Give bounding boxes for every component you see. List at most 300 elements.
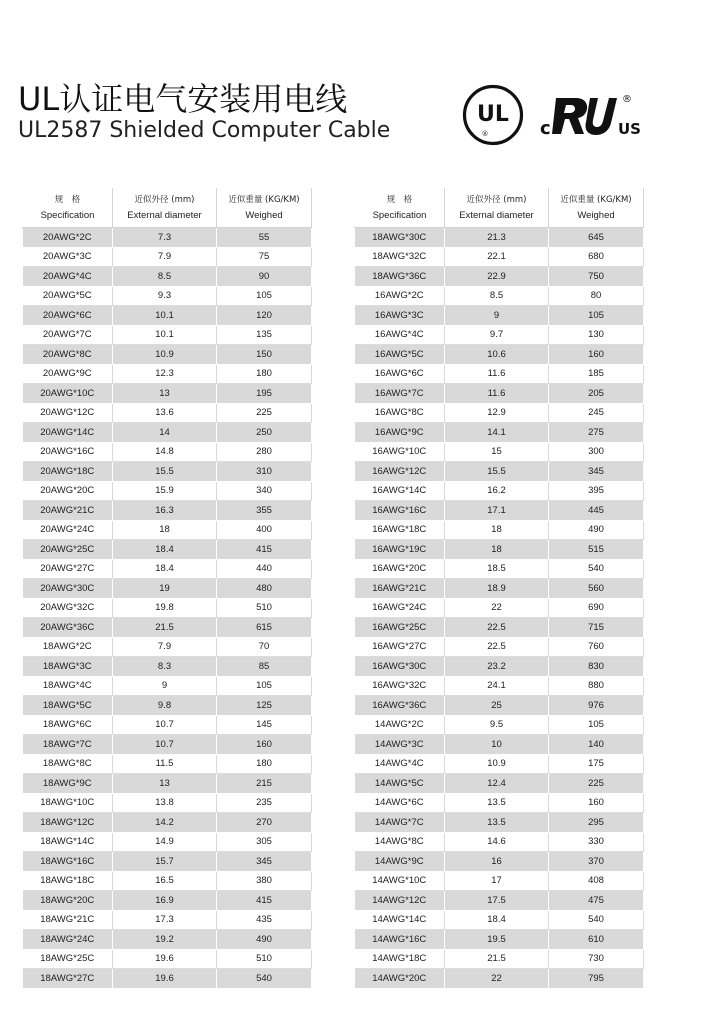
cell-specification: 16AWG*8C: [355, 403, 445, 423]
table-row: [355, 949, 644, 969]
cell-diameter: 11.5: [113, 754, 217, 774]
table-row: [23, 715, 312, 735]
cell-diameter: 22.9: [445, 267, 549, 287]
cell-weight: 880: [549, 676, 644, 696]
table-row: [355, 325, 644, 345]
table-row: [23, 930, 312, 950]
cell-diameter: 21.3: [445, 228, 549, 248]
cell-weight: 180: [217, 364, 312, 384]
cell-diameter: 18.4: [113, 540, 217, 560]
cell-weight: 195: [217, 384, 312, 404]
column-header-en: Specification: [372, 209, 427, 221]
cell-diameter: 18.4: [445, 910, 549, 930]
cell-diameter: 21.5: [113, 618, 217, 638]
cell-weight: 510: [217, 949, 312, 969]
table-row: [23, 306, 312, 326]
cell-diameter: 19: [113, 579, 217, 599]
column-header-en: Specification: [40, 209, 95, 221]
cell-specification: 16AWG*18C: [355, 520, 445, 540]
table-row: [23, 852, 312, 872]
cell-weight: 480: [217, 579, 312, 599]
cell-specification: 20AWG*16C: [23, 442, 113, 462]
cell-specification: 20AWG*9C: [23, 364, 113, 384]
cell-diameter: 14.1: [445, 423, 549, 443]
column-header-en: Weighed: [577, 209, 615, 221]
cell-specification: 18AWG*10C: [23, 793, 113, 813]
cell-weight: 245: [549, 403, 644, 423]
cell-diameter: 9: [113, 676, 217, 696]
cell-diameter: 11.6: [445, 364, 549, 384]
table-row: [355, 364, 644, 384]
table-row: [23, 676, 312, 696]
cell-weight: 830: [549, 657, 644, 677]
cru-logo-reg-mark: ®: [622, 94, 632, 105]
cell-weight: 370: [549, 852, 644, 872]
cell-diameter: 14.9: [113, 832, 217, 852]
table-row: [355, 696, 644, 716]
cell-specification: 18AWG*18C: [23, 871, 113, 891]
table-row: [355, 637, 644, 657]
column-header-cn: 近似重量 (KG/KM): [560, 194, 632, 205]
cell-diameter: 22.5: [445, 618, 549, 638]
cell-diameter: 14: [113, 423, 217, 443]
cell-diameter: 25: [445, 696, 549, 716]
cell-diameter: 22.5: [445, 637, 549, 657]
cell-specification: 18AWG*20C: [23, 891, 113, 911]
column-header-diameter: [445, 188, 549, 228]
cell-specification: 16AWG*12C: [355, 462, 445, 482]
cell-diameter: 10.1: [113, 325, 217, 345]
cell-diameter: 21.5: [445, 949, 549, 969]
table-row: [23, 598, 312, 618]
cell-diameter: 16.9: [113, 891, 217, 911]
cell-diameter: 7.3: [113, 228, 217, 248]
cell-weight: 160: [549, 793, 644, 813]
cell-specification: 16AWG*9C: [355, 423, 445, 443]
cell-diameter: 22: [445, 969, 549, 989]
cell-weight: 300: [549, 442, 644, 462]
table-header-row: [23, 188, 312, 228]
cell-diameter: 8.5: [445, 286, 549, 306]
cell-specification: 14AWG*20C: [355, 969, 445, 989]
cell-diameter: 15: [445, 442, 549, 462]
cell-weight: 435: [217, 910, 312, 930]
cell-weight: 690: [549, 598, 644, 618]
cell-weight: 225: [549, 774, 644, 794]
cell-weight: 305: [217, 832, 312, 852]
table-row: [355, 228, 644, 248]
cell-diameter: 10.9: [445, 754, 549, 774]
cell-specification: 14AWG*14C: [355, 910, 445, 930]
cell-specification: 16AWG*14C: [355, 481, 445, 501]
cell-diameter: 18.5: [445, 559, 549, 579]
table-row: [355, 423, 644, 443]
table-row: [23, 540, 312, 560]
cell-weight: 185: [549, 364, 644, 384]
cell-specification: 16AWG*21C: [355, 579, 445, 599]
cell-weight: 225: [217, 403, 312, 423]
cell-diameter: 10.7: [113, 735, 217, 755]
cell-weight: 645: [549, 228, 644, 248]
cell-weight: 976: [549, 696, 644, 716]
table-row: [355, 832, 644, 852]
cell-diameter: 13.5: [445, 793, 549, 813]
cru-logo-c: c: [540, 118, 551, 139]
cell-specification: 18AWG*2C: [23, 637, 113, 657]
table-row: [23, 832, 312, 852]
table-row: [355, 306, 644, 326]
cell-specification: 20AWG*5C: [23, 286, 113, 306]
cell-weight: 345: [217, 852, 312, 872]
table-row: [23, 618, 312, 638]
cell-weight: 205: [549, 384, 644, 404]
cell-weight: 80: [549, 286, 644, 306]
cell-diameter: 10.7: [113, 715, 217, 735]
table-row: [355, 579, 644, 599]
table-row: [355, 871, 644, 891]
cell-diameter: 24.1: [445, 676, 549, 696]
cell-specification: 16AWG*30C: [355, 657, 445, 677]
cell-weight: 105: [217, 676, 312, 696]
cell-diameter: 17.3: [113, 910, 217, 930]
table-row: [355, 462, 644, 482]
cell-weight: 408: [549, 871, 644, 891]
ul-logo-reg-mark: ®: [481, 130, 489, 138]
cell-diameter: 19.5: [445, 930, 549, 950]
cell-weight: 330: [549, 832, 644, 852]
cell-weight: 560: [549, 579, 644, 599]
cell-diameter: 13.8: [113, 793, 217, 813]
cell-weight: 180: [217, 754, 312, 774]
cell-specification: 20AWG*32C: [23, 598, 113, 618]
cell-weight: 540: [217, 969, 312, 989]
cell-diameter: 18.9: [445, 579, 549, 599]
cell-specification: 18AWG*25C: [23, 949, 113, 969]
cell-specification: 18AWG*9C: [23, 774, 113, 794]
table-row: [23, 345, 312, 365]
table-row: [23, 735, 312, 755]
cell-weight: 105: [549, 306, 644, 326]
cell-specification: 18AWG*4C: [23, 676, 113, 696]
table-row: [23, 520, 312, 540]
cell-weight: 235: [217, 793, 312, 813]
cell-specification: 18AWG*16C: [23, 852, 113, 872]
cell-diameter: 12.9: [445, 403, 549, 423]
table-row: [355, 520, 644, 540]
cell-diameter: 9: [445, 306, 549, 326]
table-row: [23, 267, 312, 287]
cell-specification: 20AWG*18C: [23, 462, 113, 482]
column-header-weight: [549, 188, 644, 228]
cell-diameter: 16: [445, 852, 549, 872]
cell-diameter: 9.7: [445, 325, 549, 345]
table-row: [355, 559, 644, 579]
table-row: [355, 754, 644, 774]
cell-weight: 715: [549, 618, 644, 638]
cell-specification: 20AWG*14C: [23, 423, 113, 443]
cell-specification: 16AWG*3C: [355, 306, 445, 326]
table-row: [355, 969, 644, 989]
cell-specification: 18AWG*8C: [23, 754, 113, 774]
cell-weight: 515: [549, 540, 644, 560]
cell-diameter: 14.6: [445, 832, 549, 852]
cell-diameter: 10: [445, 735, 549, 755]
cell-diameter: 9.5: [445, 715, 549, 735]
cell-specification: 20AWG*30C: [23, 579, 113, 599]
table-row: [355, 540, 644, 560]
cell-specification: 20AWG*36C: [23, 618, 113, 638]
table-header-row: [355, 188, 644, 228]
table-row: [23, 247, 312, 267]
column-header-en: External diameter: [459, 209, 534, 221]
cell-weight: 70: [217, 637, 312, 657]
cell-weight: 120: [217, 306, 312, 326]
cell-weight: 145: [217, 715, 312, 735]
cell-weight: 445: [549, 501, 644, 521]
cell-diameter: 13.6: [113, 403, 217, 423]
cell-weight: 275: [549, 423, 644, 443]
cell-specification: 14AWG*6C: [355, 793, 445, 813]
cell-diameter: 17.1: [445, 501, 549, 521]
table-row: [355, 676, 644, 696]
table-row: [23, 754, 312, 774]
cell-specification: 18AWG*21C: [23, 910, 113, 930]
cell-diameter: 16.2: [445, 481, 549, 501]
cell-specification: 14AWG*8C: [355, 832, 445, 852]
cell-diameter: 17: [445, 871, 549, 891]
table-row: [23, 501, 312, 521]
table-row: [23, 228, 312, 248]
cell-weight: 355: [217, 501, 312, 521]
cell-specification: 16AWG*10C: [355, 442, 445, 462]
table-row: [23, 637, 312, 657]
cell-specification: 20AWG*8C: [23, 345, 113, 365]
table-row: [355, 735, 644, 755]
cell-specification: 20AWG*10C: [23, 384, 113, 404]
table-row: [355, 618, 644, 638]
cell-specification: 16AWG*7C: [355, 384, 445, 404]
cell-weight: 280: [217, 442, 312, 462]
cell-weight: 130: [549, 325, 644, 345]
table-row: [355, 442, 644, 462]
cell-diameter: 23.2: [445, 657, 549, 677]
cell-diameter: 12.3: [113, 364, 217, 384]
cell-diameter: 19.6: [113, 969, 217, 989]
cell-specification: 18AWG*5C: [23, 696, 113, 716]
cell-weight: 250: [217, 423, 312, 443]
table-row: [23, 286, 312, 306]
cell-specification: 20AWG*3C: [23, 247, 113, 267]
cell-weight: 510: [217, 598, 312, 618]
column-header-en: Weighed: [245, 209, 283, 221]
cell-specification: 16AWG*6C: [355, 364, 445, 384]
cell-diameter: 22.1: [445, 247, 549, 267]
cell-weight: 90: [217, 267, 312, 287]
table-row: [355, 598, 644, 618]
cell-weight: 310: [217, 462, 312, 482]
c-ru-us-recognized-logo: [538, 88, 641, 140]
cell-weight: 400: [217, 520, 312, 540]
table-row: [355, 657, 644, 677]
cell-weight: 490: [217, 930, 312, 950]
table-row: [23, 481, 312, 501]
cell-weight: 540: [549, 559, 644, 579]
cell-diameter: 19.2: [113, 930, 217, 950]
ru-mark-icon: [552, 98, 617, 135]
cell-specification: 16AWG*32C: [355, 676, 445, 696]
cell-specification: 18AWG*7C: [23, 735, 113, 755]
cell-weight: 615: [217, 618, 312, 638]
column-header-en: External diameter: [127, 209, 202, 221]
cell-specification: 20AWG*6C: [23, 306, 113, 326]
cell-weight: 540: [549, 910, 644, 930]
cell-specification: 18AWG*32C: [355, 247, 445, 267]
table-row: [23, 793, 312, 813]
table-row: [23, 871, 312, 891]
table-row: [23, 384, 312, 404]
cell-diameter: 18.4: [113, 559, 217, 579]
cell-diameter: 13: [113, 384, 217, 404]
page-title: UL认证电气安装用电线: [18, 80, 348, 118]
table-row: [355, 910, 644, 930]
table-row: [355, 813, 644, 833]
cell-specification: 14AWG*18C: [355, 949, 445, 969]
column-header-specification: [355, 188, 445, 228]
cell-specification: 14AWG*12C: [355, 891, 445, 911]
cell-weight: 125: [217, 696, 312, 716]
cell-weight: 105: [549, 715, 644, 735]
cell-specification: 18AWG*27C: [23, 969, 113, 989]
cell-specification: 20AWG*12C: [23, 403, 113, 423]
cell-diameter: 16.5: [113, 871, 217, 891]
table-row: [23, 442, 312, 462]
cell-diameter: 13: [113, 774, 217, 794]
cell-weight: 270: [217, 813, 312, 833]
cell-weight: 415: [217, 540, 312, 560]
cell-specification: 14AWG*10C: [355, 871, 445, 891]
cell-specification: 14AWG*9C: [355, 852, 445, 872]
table-row: [355, 345, 644, 365]
cell-weight: 750: [549, 267, 644, 287]
ul-logo-text: UL: [477, 102, 509, 127]
cell-diameter: 15.5: [113, 462, 217, 482]
cell-weight: 795: [549, 969, 644, 989]
cell-weight: 160: [217, 735, 312, 755]
cell-specification: 18AWG*36C: [355, 267, 445, 287]
cell-specification: 16AWG*19C: [355, 540, 445, 560]
cell-specification: 20AWG*7C: [23, 325, 113, 345]
cell-specification: 16AWG*36C: [355, 696, 445, 716]
cell-specification: 18AWG*24C: [23, 930, 113, 950]
cell-specification: 16AWG*2C: [355, 286, 445, 306]
cell-weight: 395: [549, 481, 644, 501]
cell-weight: 295: [549, 813, 644, 833]
table-row: [23, 423, 312, 443]
cell-weight: 340: [217, 481, 312, 501]
cell-weight: 680: [549, 247, 644, 267]
cell-weight: 140: [549, 735, 644, 755]
table-row: [23, 813, 312, 833]
column-header-specification: [23, 188, 113, 228]
cell-diameter: 9.8: [113, 696, 217, 716]
table-row: [355, 715, 644, 735]
cell-weight: 475: [549, 891, 644, 911]
cell-specification: 14AWG*2C: [355, 715, 445, 735]
table-row: [23, 969, 312, 989]
cell-weight: 160: [549, 345, 644, 365]
table-row: [355, 774, 644, 794]
cell-weight: 150: [217, 345, 312, 365]
table-row: [23, 579, 312, 599]
spec-table-left: [22, 188, 312, 989]
cell-weight: 415: [217, 891, 312, 911]
table-row: [355, 384, 644, 404]
table-row: [355, 930, 644, 950]
column-header-cn: 近似重量 (KG/KM): [228, 194, 300, 205]
cell-specification: 14AWG*7C: [355, 813, 445, 833]
cell-diameter: 15.9: [113, 481, 217, 501]
cell-diameter: 18: [445, 520, 549, 540]
cell-specification: 18AWG*12C: [23, 813, 113, 833]
cell-weight: 75: [217, 247, 312, 267]
cell-diameter: 17.5: [445, 891, 549, 911]
cell-specification: 18AWG*30C: [355, 228, 445, 248]
cell-weight: 760: [549, 637, 644, 657]
cell-weight: 215: [217, 774, 312, 794]
cell-specification: 16AWG*20C: [355, 559, 445, 579]
table-row: [23, 657, 312, 677]
cell-diameter: 11.6: [445, 384, 549, 404]
cru-logo-us: US: [618, 120, 641, 138]
table-row: [23, 949, 312, 969]
cell-diameter: 18: [113, 520, 217, 540]
cell-weight: 85: [217, 657, 312, 677]
table-row: [355, 501, 644, 521]
cell-weight: 490: [549, 520, 644, 540]
cell-diameter: 8.5: [113, 267, 217, 287]
spec-table-right: [354, 188, 644, 989]
table-row: [355, 286, 644, 306]
cell-specification: 18AWG*6C: [23, 715, 113, 735]
cell-weight: 730: [549, 949, 644, 969]
table-row: [23, 403, 312, 423]
cell-specification: 20AWG*4C: [23, 267, 113, 287]
cell-diameter: 15.5: [445, 462, 549, 482]
ul-listed-logo: [462, 84, 524, 146]
cell-diameter: 22: [445, 598, 549, 618]
cell-weight: 380: [217, 871, 312, 891]
table-row: [23, 891, 312, 911]
table-row: [355, 403, 644, 423]
cell-specification: 14AWG*5C: [355, 774, 445, 794]
page-subtitle: UL2587 Shielded Computer Cable: [18, 118, 391, 143]
cell-specification: 16AWG*27C: [355, 637, 445, 657]
table-row: [23, 325, 312, 345]
cell-weight: 135: [217, 325, 312, 345]
cell-diameter: 14.8: [113, 442, 217, 462]
table-row: [23, 559, 312, 579]
cell-diameter: 7.9: [113, 247, 217, 267]
cell-weight: 610: [549, 930, 644, 950]
column-header-cn: 近似外径 (mm): [134, 194, 195, 205]
cell-weight: 440: [217, 559, 312, 579]
cell-specification: 16AWG*25C: [355, 618, 445, 638]
column-header-cn: 规 格: [54, 194, 81, 205]
table-row: [23, 910, 312, 930]
cell-weight: 105: [217, 286, 312, 306]
cell-specification: 16AWG*5C: [355, 345, 445, 365]
table-row: [23, 696, 312, 716]
